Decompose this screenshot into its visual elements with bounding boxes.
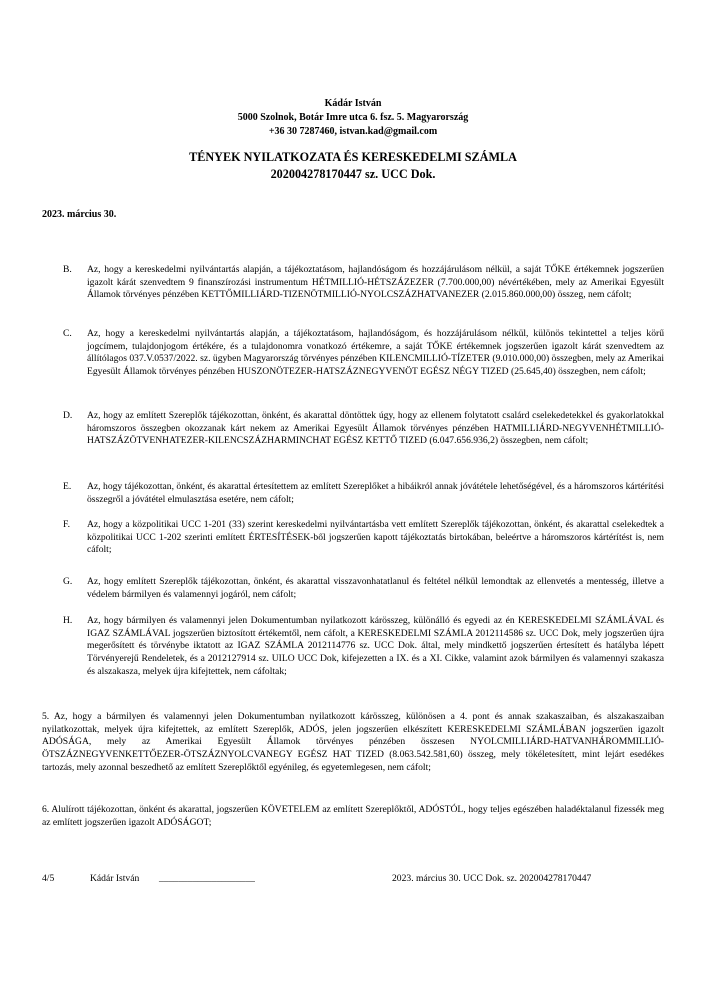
list-item: Az, hogy az említett Szereplők tájékozottan, önként, és akarattal döntöttek úgy, hogy az ellenem folytatott csalárd cselekedetekkel és gyakorlatokkal háromszoros összegben okozzanak kárt nekem az Amerikai Egyesült Államok törvényes pénzében HATMILLIÁRD-NEGYVENHÉTMILLIÓ-HATSZÁZÖTVENHATEZER-KILENCSZÁZHARMINCHAT EGÉSZ KETTŐ TIZED (6.047.656.936,2) összegben, nem cáfolt; bbox=[87, 410, 664, 447]
list-item: Az, hogy említett Szereplők tájékozottan, önként, és akarattal visszavonhatatlanul és feltétel nélkül lemondtak az ellenvetés a mentesség, illetve a védelem bármilyen és valamennyi jogáról, nem cáfolt; bbox=[87, 576, 664, 600]
numbered-paragraph-5: 5. Az, hogy a bármilyen és valamennyi jelen Dokumentumban nyilatkozott kárösszeg, különösen a 4. pont és annak szakaszaiban, és alszakaszaiban nyilatkozottak, melyek újra kifejtettek, az említett Szereplők, ADÓS, jelen jogszerűen elkészített KERESKEDELMI SZÁMLÁBAN jogszerűen igazolt ADÓSÁGA, mely az Amerikai Egyesült Államok törvényes pénzében összesen NYOLCMILLIÁRD-HATVANHÁROMMILLIÓ-ÖTSZÁZNEGYVENKETTŐEZER-ÖTSZÁZNYOLCVANEGY EGÉSZ HAT TIZED (8.063.542.581,60) összeg, mely tökéletesített, mint lejárt esedékes tartozás, mely azonnal beszedhető az említett Szereplőktől egyénileg, és egyetemlegesen, nem cáfolt; bbox=[42, 711, 664, 773]
list-item: Az, hogy a kereskedelmi nyilvántartás alapján, a tájékoztatásom, hajlandóságom és hozzájárulásom nélkül, a saját TŐKE értékemnek jogszerűen igazolt kárát szenvedtem 9 finanszírozási instrumentum HÉTMILLIÓ-HÉTSZÁZEZER (7.700.000,00) névértékében, mely az Amerikai Egyesült Államok törvényes pénzében KETTŐMILLIÁRD-TIZENÖTMILLIÓ-NYOLCSZÁZHATVANEZER (2.015.860.000,00) összeg, nem cáfolt; bbox=[87, 264, 664, 301]
author-name: Kádár István bbox=[324, 98, 382, 109]
document-date: 2023. március 30. bbox=[42, 209, 117, 220]
footer-reference: 2023. március 30. UCC Dok. sz. 202004278170447 bbox=[392, 873, 592, 884]
author-address: 5000 Szolnok, Botár Imre utca 6. fsz. 5. Magyarország bbox=[237, 112, 469, 123]
document-reference: 202004278170447 sz. UCC Dok. bbox=[270, 167, 436, 181]
page-number: 4/5 bbox=[42, 873, 55, 884]
footer-signer: Kádár István bbox=[90, 873, 140, 884]
item-letter: E. bbox=[63, 481, 72, 492]
item-letter: G. bbox=[63, 576, 73, 587]
list-item: Az, hogy a kereskedelmi nyilvántartás alapján, a tájékoztatásom, hajlandóságom, és hozzájárulásom nélkül, különös tekintettel a teljes körű jogcímem, tulajdonjogom értékére, és a tulajdonomra vonatkozó értékemre, a saját TŐKE értékemnek jogszerűen igazolt kárát szenvedtem az állítólagos 037.V.0537/2022. sz. ügyben Magyarország törvényes pénzében KILENCMILLIÓ-TÍZETER (9.010.000,00) összegben, mely az Amerikai Egyesült Államok törvényes pénzében HUSZONÖTEZER-HATSZÁZNEGYVENÖT EGÉSZ NÉGY TIZED (25.645,40) összegben, nem cáfolt; bbox=[87, 328, 664, 378]
document-title: TÉNYEK NYILATKOZATA ÉS KERESKEDELMI SZÁMLA bbox=[189, 150, 517, 164]
item-letter: F. bbox=[63, 519, 70, 530]
signature-line: ____________________ bbox=[159, 873, 255, 884]
list-item: Az, hogy tájékozottan, önként, és akarattal értesítettem az említett Szereplőket a hibáikról annak jóvátétele lehetőségével, és a háromszoros kártérítési összegről a jóvátétel elmulasztása esetére, nem cáfolt; bbox=[87, 481, 664, 505]
numbered-paragraph-6: 6. Alulírott tájékozottan, önként és akarattal, jogszerűen KÖVETELEM az említett Szereplőktől, ADÓSTÓL, hogy teljes egészében haladéktalanul fizessék meg az említett jogszerűen igazolt ADÓSÁGOT; bbox=[42, 804, 664, 828]
author-contact: +36 30 7287460, istvan.kad@gmail.com bbox=[268, 126, 438, 137]
item-letter: B. bbox=[63, 264, 72, 275]
list-item: Az, hogy bármilyen és valamennyi jelen Dokumentumban nyilatkozott kárösszeg, különálló és egyedi az én KERESKEDELMI SZÁMLÁVAL és IGAZ SZÁMLÁVAL jogszerűen biztosított értékemtől, nem cáfolt, a KERESKEDELMI SZÁMLA 2012114586 sz. UCC Dok, mely jogszerűen újra megerősített és törvénybe iktatott az IGAZ SZÁMLA 2012114776 sz. UCC Dok. által, mely mindkettő jogszerűen értesített és hatályba lépett Törvényerejű Rendeletek, és a 2012127914 sz. UILO UCC Dok, kifejezetten a IX. és a XI. Cikke, valamint azok bármilyen és valamennyi szakasza és alszakasza, melyek újra kifejtettek, nem cáfoltak; bbox=[87, 615, 664, 677]
item-letter: C. bbox=[63, 328, 72, 339]
list-item: Az, hogy a közpolitikai UCC 1-201 (33) szerint kereskedelmi nyilvántartásba vett említett Szereplők tájékozottan, önként, és akarattal cselekedtek a közpolitikai UCC 1-202 szerinti említett ÉRTESÍTÉSEK-ből jogszerűen kapott tájékoztatás birtokában, beleértve a háromszoros kártérítést is, nem cáfolt; bbox=[87, 519, 664, 556]
item-letter: D. bbox=[63, 410, 73, 421]
item-letter: H. bbox=[63, 615, 73, 626]
